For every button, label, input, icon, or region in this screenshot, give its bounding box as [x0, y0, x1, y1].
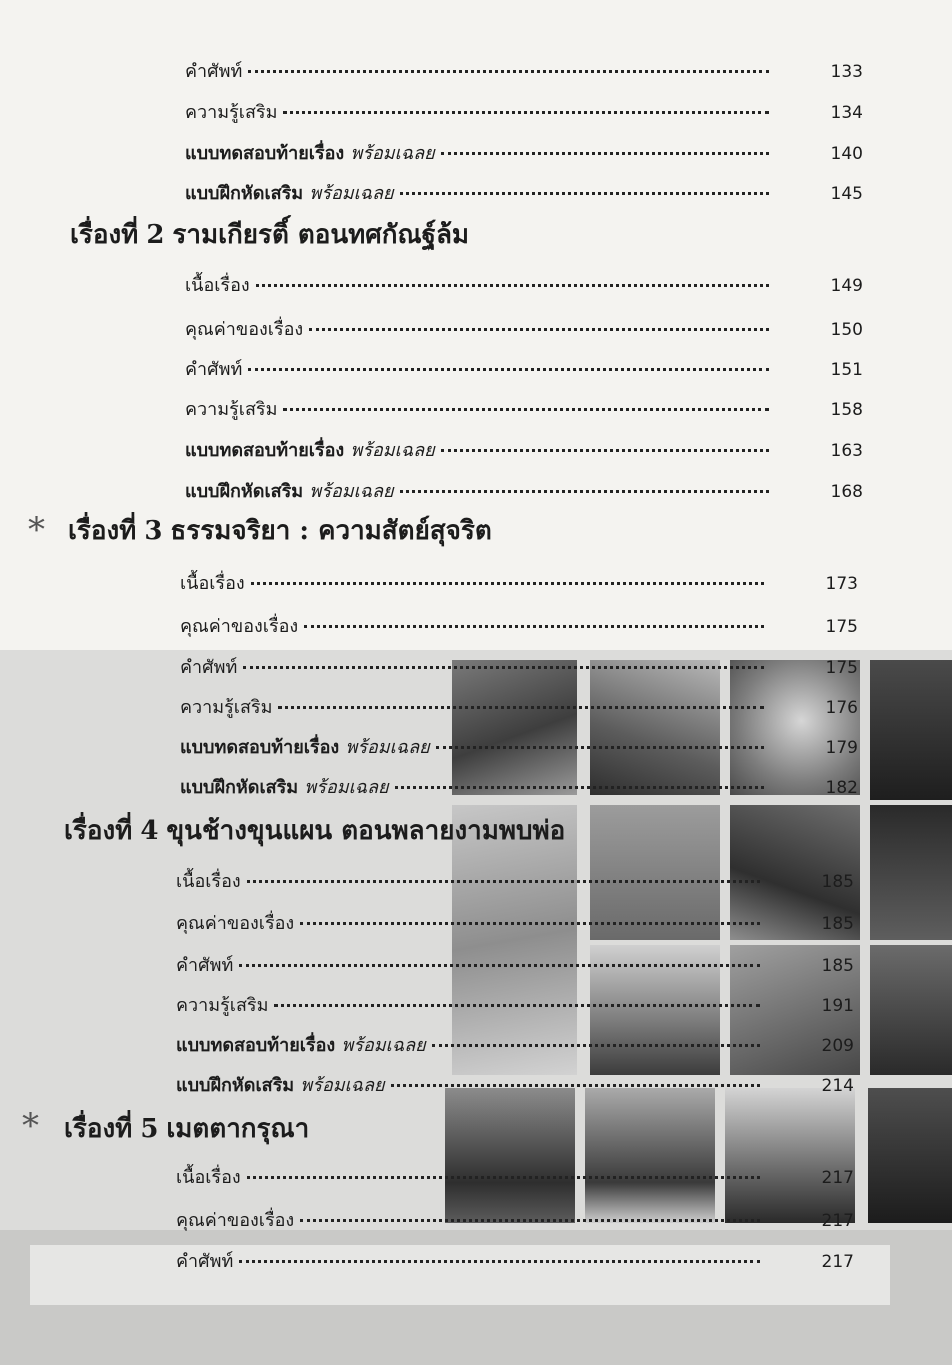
dot-leader	[283, 111, 769, 114]
dot-leader	[248, 368, 769, 371]
page-number: 150	[830, 320, 863, 340]
toc-entry	[180, 572, 858, 596]
entry-label: คุณค่าของเรื่อง	[185, 319, 304, 340]
handwritten-mark: *	[22, 1106, 39, 1146]
dot-leader	[278, 706, 764, 709]
entry-label: เนื้อเรื่อง	[176, 1167, 241, 1188]
page-number: 175	[825, 658, 858, 678]
entry-label: แบบทดสอบท้ายเรื่อง พร้อมเฉลย	[185, 440, 435, 461]
answer-key-note: พร้อมเฉลย	[304, 777, 389, 798]
page-number: 191	[821, 996, 854, 1016]
answer-key-note: พร้อมเฉลย	[350, 440, 435, 461]
entry-label: เนื้อเรื่อง	[180, 573, 245, 594]
toc-entry	[176, 994, 854, 1018]
page-number: 176	[825, 698, 858, 718]
answer-key-note: พร้อมเฉลย	[300, 1075, 385, 1096]
entry-label: เนื้อเรื่อง	[176, 871, 241, 892]
page-number: 173	[825, 574, 858, 594]
entry-label: คำศัพท์	[185, 61, 243, 82]
photo-wat-arun	[725, 1088, 855, 1223]
photo-portrait	[870, 660, 952, 800]
dot-leader	[400, 192, 769, 195]
page-number: 217	[821, 1252, 854, 1272]
entry-label: คุณค่าของเรื่อง	[176, 913, 295, 934]
toc-entry	[185, 398, 863, 422]
toc-entry	[185, 182, 863, 206]
toc-entry	[185, 480, 863, 504]
toc-entry	[185, 101, 863, 125]
dot-leader	[400, 490, 769, 493]
entry-label: แบบฝึกหัดเสริม พร้อมเฉลย	[185, 183, 394, 204]
page-number: 214	[821, 1076, 854, 1096]
toc-entry	[176, 1250, 854, 1274]
page-number: 179	[825, 738, 858, 758]
photo-interior	[590, 660, 720, 795]
entry-label: แบบฝึกหัดเสริม พร้อมเฉลย	[180, 777, 389, 798]
toc-entry	[176, 1166, 854, 1190]
page-number: 168	[830, 482, 863, 502]
page-number: 149	[830, 276, 863, 296]
chapter-heading: เรื่องที่ 3 ธรรมจริยา : ความสัตย์สุจริต	[68, 516, 492, 546]
dot-leader	[239, 1260, 760, 1263]
entry-label: แบบฝึกหัดเสริม พร้อมเฉลย	[185, 481, 394, 502]
page-number: 158	[830, 400, 863, 420]
entry-label: ความรู้เสริม	[185, 399, 278, 420]
answer-key-note: พร้อมเฉลย	[309, 183, 394, 204]
page-number: 209	[821, 1036, 854, 1056]
dot-leader	[309, 328, 769, 331]
entry-label: ความรู้เสริม	[180, 697, 273, 718]
dot-leader	[300, 1219, 760, 1222]
dot-leader	[441, 449, 769, 452]
dot-leader	[304, 625, 764, 628]
page-number: 182	[825, 778, 858, 798]
page-number: 175	[825, 617, 858, 637]
toc-entry	[180, 776, 858, 800]
toc-entry	[185, 142, 863, 166]
page-number: 217	[821, 1211, 854, 1231]
photo-monks	[870, 945, 952, 1075]
entry-label: คำศัพท์	[176, 1251, 234, 1272]
entry-label: คำศัพท์	[180, 657, 238, 678]
page-number: 217	[821, 1168, 854, 1188]
toc-entry	[185, 358, 863, 382]
toc-entry	[180, 696, 858, 720]
answer-key-note: พร้อมเฉลย	[345, 737, 430, 758]
dot-leader	[274, 1004, 760, 1007]
page-number: 185	[821, 956, 854, 976]
photo-dancer-detail	[868, 1088, 952, 1223]
photo-handcraft	[730, 660, 860, 795]
dot-leader	[395, 786, 764, 789]
toc-entry	[185, 439, 863, 463]
entry-label: คุณค่าของเรื่อง	[176, 1210, 295, 1231]
toc-entry	[180, 615, 858, 639]
dot-leader	[239, 964, 760, 967]
page-number: 163	[830, 441, 863, 461]
dot-leader	[247, 1176, 760, 1179]
page-number: 185	[821, 872, 854, 892]
toc-entry	[185, 60, 863, 84]
toc-entry	[176, 954, 854, 978]
dot-leader	[283, 408, 769, 411]
page-number: 151	[830, 360, 863, 380]
entry-label: ความรู้เสริม	[176, 995, 269, 1016]
photo-skyline	[445, 1088, 575, 1223]
dot-leader	[251, 582, 764, 585]
answer-key-note: พร้อมเฉลย	[350, 143, 435, 164]
entry-label: คำศัพท์	[185, 359, 243, 380]
entry-label: คุณค่าของเรื่อง	[180, 616, 299, 637]
page-number: 133	[830, 62, 863, 82]
toc-entry	[185, 318, 863, 342]
toc-entry	[176, 1209, 854, 1233]
toc-entry	[176, 1074, 854, 1098]
dot-leader	[248, 70, 769, 73]
entry-label: แบบฝึกหัดเสริม พร้อมเฉลย	[176, 1075, 385, 1096]
toc-entry	[176, 870, 854, 894]
page-number: 185	[821, 914, 854, 934]
photo-city-tower	[452, 660, 577, 795]
page-number: 145	[830, 184, 863, 204]
entry-label: คำศัพท์	[176, 955, 234, 976]
dot-leader	[436, 746, 764, 749]
chapter-heading: เรื่องที่ 4 ขุนช้างขุนแผน ตอนพลายงามพบพ่อ	[64, 816, 566, 846]
answer-key-note: พร้อมเฉลย	[341, 1035, 426, 1056]
photo-night-city	[585, 1088, 715, 1223]
dot-leader	[441, 152, 769, 155]
dot-leader	[243, 666, 764, 669]
entry-label: เนื้อเรื่อง	[185, 275, 250, 296]
dot-leader	[300, 922, 760, 925]
dot-leader	[391, 1084, 760, 1087]
toc-entry	[180, 736, 858, 760]
handwritten-mark: *	[28, 510, 45, 550]
chapter-heading: เรื่องที่ 2 รามเกียรติ์ ตอนทศกัณฐ์ล้ม	[70, 220, 470, 250]
page-number: 134	[830, 103, 863, 123]
page-number: 140	[830, 144, 863, 164]
toc-entry	[176, 912, 854, 936]
toc-entry	[180, 656, 858, 680]
dot-leader	[256, 284, 769, 287]
dot-leader	[432, 1044, 760, 1047]
entry-label: ความรู้เสริม	[185, 102, 278, 123]
toc-entry	[185, 274, 863, 298]
entry-label: แบบทดสอบท้ายเรื่อง พร้อมเฉลย	[185, 143, 435, 164]
photo-temple-spire	[870, 805, 952, 940]
entry-label: แบบทดสอบท้ายเรื่อง พร้อมเฉลย	[180, 737, 430, 758]
answer-key-note: พร้อมเฉลย	[309, 481, 394, 502]
toc-entry	[176, 1034, 854, 1058]
chapter-heading: เรื่องที่ 5 เมตตากรุณา	[64, 1114, 310, 1144]
dot-leader	[247, 880, 760, 883]
entry-label: แบบทดสอบท้ายเรื่อง พร้อมเฉลย	[176, 1035, 426, 1056]
